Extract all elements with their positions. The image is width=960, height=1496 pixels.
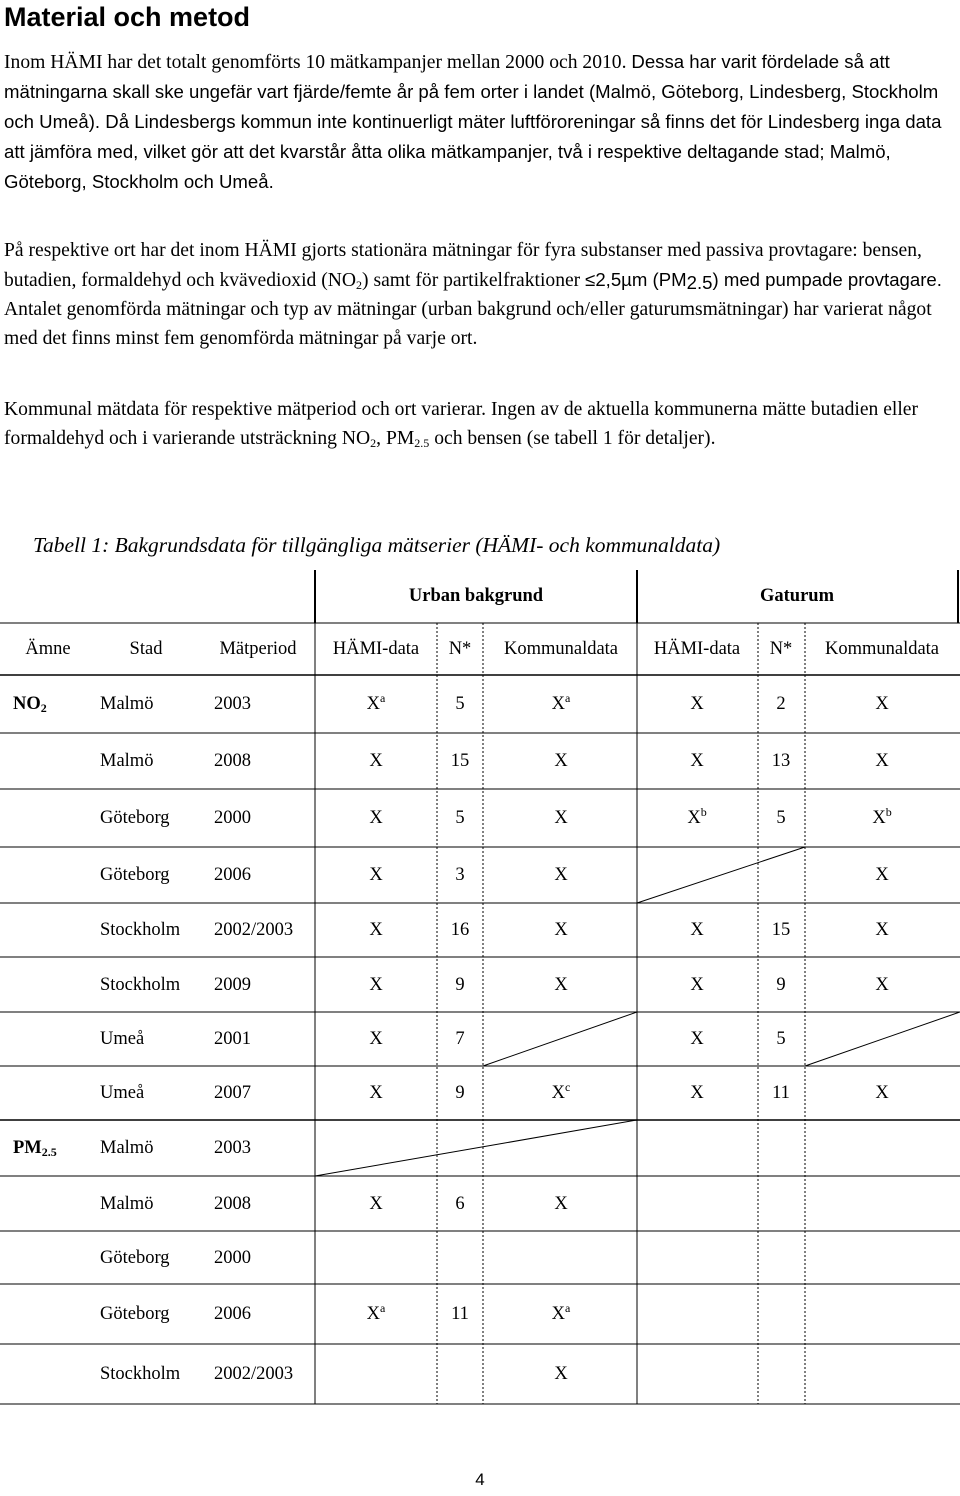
page-number: 4 bbox=[475, 1470, 485, 1489]
cell-period: 2008 bbox=[214, 751, 251, 771]
cell-urban-hami-value: X bbox=[369, 751, 383, 771]
data-table bbox=[0, 568, 960, 1420]
cell-gaturum-kommunal-value: X bbox=[875, 920, 889, 940]
cell-gaturum-n: 5 bbox=[776, 808, 786, 828]
cell-urban-kommunal-value: X bbox=[554, 751, 568, 771]
cell-period: 2006 bbox=[214, 865, 251, 885]
substance-pm25 bbox=[13, 1137, 57, 1159]
empty-cell-slash bbox=[805, 1012, 960, 1066]
cell-urban-n: 9 bbox=[455, 1083, 465, 1103]
empty-cell-slash bbox=[483, 1012, 637, 1066]
p2-e: Antalet genomförda mätningar och typ av mätningar (urban bakgrund och/eller gaturumsmätningar) har varierat något med det finns minst fem genomförda mätningar på varje ort. bbox=[4, 299, 932, 349]
cell-gaturum-hami-value: X bbox=[690, 1029, 704, 1049]
cell-period: 2000 bbox=[214, 1247, 251, 1268]
cell-gaturum-hami bbox=[690, 693, 703, 715]
column-header: HÄMI-data bbox=[653, 639, 741, 659]
cell-urban-hami bbox=[369, 1082, 382, 1104]
cell-gaturum-hami bbox=[687, 807, 706, 829]
cell-stad: Malmö bbox=[100, 694, 154, 714]
paragraph-1-serif: Inom HÄMI har det totalt genomförts 10 mätkampanjer mellan 2000 och 2010. bbox=[4, 52, 632, 73]
cell-gaturum-kommunal-value: X bbox=[875, 974, 889, 995]
cell-urban-kommunal-value: X bbox=[551, 1083, 566, 1103]
cell-gaturum-hami-value: X bbox=[687, 808, 701, 828]
cell-gaturum-n: 2 bbox=[776, 694, 786, 714]
cell-urban-n: 6 bbox=[455, 1193, 465, 1214]
cell-gaturum-kommunal-value: X bbox=[875, 694, 889, 714]
column-header: Kommunaldata bbox=[824, 639, 940, 659]
cell-gaturum-kommunal bbox=[875, 750, 888, 772]
cell-gaturum-kommunal-value: X bbox=[875, 1083, 889, 1103]
cell-gaturum-kommunal-value: X bbox=[875, 865, 889, 885]
cell-gaturum-kommunal bbox=[875, 693, 888, 715]
cell-stad: Göteborg bbox=[100, 808, 170, 828]
paragraph-1-sans: Dessa har varit fördelade så att mätningarna skall ske ungefär vart fjärde/femte år på fem orter i landet (Malmö, Göteborg, Lindesberg, Stockholm och Umeå). Då Lindesbergs kommun inte kontinuerligt mäter luftföroreningar så finns det för Lindesberg inga data att jämföra med, vilket gör att det kvarstår åtta olika mätkampanjer, två i respektive deltagande stad; Malmö, Göteborg, Stockholm och Umeå. bbox=[4, 51, 942, 192]
cell-gaturum-n: 9 bbox=[776, 974, 786, 995]
cell-urban-kommunal-footnote: a bbox=[565, 691, 571, 705]
cell-urban-hami bbox=[369, 1193, 382, 1215]
cell-urban-hami bbox=[369, 864, 382, 886]
column-header: HÄMI-data bbox=[332, 639, 420, 659]
cell-gaturum-kommunal bbox=[875, 919, 888, 941]
p3-b-sub: 2.5 bbox=[414, 436, 430, 450]
cell-stad: Stockholm bbox=[100, 974, 181, 995]
cell-gaturum-hami-footnote: b bbox=[700, 805, 707, 819]
paragraph-1 bbox=[4, 47, 954, 197]
cell-urban-kommunal-value: X bbox=[554, 1193, 568, 1214]
p2-c: ≤2,5µm (PM bbox=[585, 269, 687, 290]
cell-gaturum-kommunal bbox=[872, 807, 891, 829]
cell-urban-hami bbox=[369, 750, 382, 772]
cell-stad: Umeå bbox=[100, 1029, 145, 1049]
cell-period: 2000 bbox=[214, 808, 251, 828]
empty-cell-slash bbox=[637, 847, 805, 903]
section-heading: Material och metod bbox=[4, 2, 251, 32]
cell-urban-kommunal bbox=[554, 1193, 567, 1215]
substance-no2-sub: 2 bbox=[40, 701, 47, 715]
cell-urban-kommunal bbox=[552, 1303, 571, 1325]
cell-gaturum-hami-value: X bbox=[690, 920, 704, 940]
column-header: N* bbox=[448, 639, 472, 659]
cell-stad: Umeå bbox=[100, 1083, 145, 1103]
cell-urban-n: 15 bbox=[450, 751, 470, 771]
cell-urban-n: 11 bbox=[451, 1304, 469, 1324]
cell-urban-hami-value: X bbox=[369, 974, 383, 995]
p2-c-sub: 2.5 bbox=[686, 272, 713, 293]
cell-urban-kommunal bbox=[554, 750, 567, 772]
substance-no2-label: NO bbox=[13, 694, 41, 714]
empty-cell-slash bbox=[315, 1120, 637, 1176]
cell-stad: Göteborg bbox=[100, 1247, 170, 1268]
p3-a-sub: 2 bbox=[370, 436, 377, 450]
cell-period: 2006 bbox=[214, 1304, 251, 1324]
cell-urban-n: 5 bbox=[455, 694, 465, 714]
cell-stad: Malmö bbox=[100, 751, 154, 771]
cell-urban-kommunal-value: X bbox=[554, 1364, 568, 1384]
cell-urban-kommunal-footnote: a bbox=[565, 1301, 571, 1315]
column-header: Stad bbox=[129, 639, 163, 659]
cell-period: 2008 bbox=[214, 1193, 251, 1214]
cell-gaturum-hami bbox=[690, 974, 703, 996]
cell-gaturum-hami-value: X bbox=[690, 1083, 704, 1103]
substance-pm-label: PM bbox=[13, 1138, 42, 1158]
p3-a: Kommunal mätdata för respektive mätperiod och ort varierar. Ingen av de aktuella kommunerna mätte butadien eller formaldehyd och i varierande utsträckning NO bbox=[4, 399, 919, 449]
cell-urban-hami bbox=[369, 974, 382, 996]
cell-urban-hami bbox=[369, 1028, 382, 1050]
cell-urban-n: 3 bbox=[455, 865, 465, 885]
cell-urban-kommunal-value: X bbox=[551, 694, 566, 714]
paragraph-3 bbox=[4, 395, 954, 453]
p2-a-sub: 2 bbox=[356, 278, 363, 292]
cell-urban-hami-value: X bbox=[366, 1304, 381, 1324]
cell-urban-hami-value: X bbox=[369, 808, 383, 828]
column-header: N* bbox=[769, 639, 793, 659]
cell-urban-hami-footnote: a bbox=[380, 1301, 386, 1315]
cell-urban-kommunal-value: X bbox=[554, 865, 568, 885]
cell-urban-hami-value: X bbox=[369, 865, 383, 885]
cell-period: 2009 bbox=[214, 974, 251, 995]
cell-gaturum-kommunal bbox=[875, 974, 888, 996]
cell-stad: Malmö bbox=[100, 1193, 154, 1214]
cell-period: 2003 bbox=[214, 694, 251, 714]
cell-period: 2007 bbox=[214, 1083, 251, 1103]
substance-pm-sub: 2.5 bbox=[41, 1145, 57, 1159]
cell-urban-n: 7 bbox=[455, 1029, 465, 1049]
cell-urban-hami-value: X bbox=[369, 920, 383, 940]
cell-urban-hami-value: X bbox=[369, 1083, 383, 1103]
cell-urban-kommunal bbox=[552, 693, 571, 715]
p2-b: ) samt för partikelfraktioner bbox=[362, 270, 586, 291]
cell-gaturum-hami-value: X bbox=[690, 751, 704, 771]
group-header: Urban bakgrund bbox=[408, 586, 544, 606]
cell-urban-kommunal bbox=[554, 807, 567, 829]
cell-stad: Stockholm bbox=[100, 920, 181, 940]
cell-gaturum-hami bbox=[690, 919, 703, 941]
cell-gaturum-kommunal bbox=[875, 864, 888, 886]
cell-urban-kommunal-footnote: c bbox=[565, 1080, 571, 1094]
cell-gaturum-kommunal bbox=[875, 1082, 888, 1104]
cell-gaturum-kommunal-value: X bbox=[875, 751, 889, 771]
p3-b: , PM bbox=[376, 428, 415, 449]
cell-gaturum-hami bbox=[690, 1028, 703, 1050]
group-header: Gaturum bbox=[760, 586, 834, 606]
cell-gaturum-hami-value: X bbox=[690, 974, 704, 995]
cell-period: 2003 bbox=[214, 1138, 251, 1158]
cell-period: 2001 bbox=[214, 1029, 251, 1049]
cell-urban-n: 16 bbox=[450, 920, 470, 940]
cell-urban-hami bbox=[369, 919, 382, 941]
substance-no2 bbox=[13, 693, 47, 715]
cell-urban-kommunal-value: X bbox=[554, 974, 568, 995]
cell-urban-kommunal bbox=[554, 864, 567, 886]
cell-gaturum-n: 13 bbox=[771, 751, 791, 771]
cell-gaturum-n: 5 bbox=[776, 1029, 786, 1049]
table-caption: Tabell 1: Bakgrundsdata för tillgängliga mätserier (HÄMI- och kommunaldata) bbox=[33, 533, 721, 557]
cell-urban-n: 5 bbox=[455, 808, 465, 828]
p3-c: och bensen (se tabell 1 för detaljer). bbox=[429, 428, 716, 449]
cell-gaturum-n: 15 bbox=[771, 920, 791, 940]
cell-urban-hami bbox=[369, 807, 382, 829]
cell-stad: Göteborg bbox=[100, 1304, 170, 1324]
cell-urban-kommunal-value: X bbox=[554, 808, 568, 828]
cell-urban-kommunal bbox=[554, 1363, 567, 1385]
column-header: Kommunaldata bbox=[503, 639, 619, 659]
cell-stad: Malmö bbox=[100, 1138, 154, 1158]
cell-gaturum-hami-value: X bbox=[690, 694, 704, 714]
column-header: Mätperiod bbox=[219, 639, 297, 659]
cell-urban-kommunal bbox=[554, 919, 567, 941]
cell-period: 2002/2003 bbox=[214, 920, 294, 940]
cell-urban-hami-value: X bbox=[369, 1193, 383, 1214]
cell-urban-hami-footnote: a bbox=[380, 691, 386, 705]
cell-stad: Stockholm bbox=[100, 1364, 181, 1384]
cell-urban-kommunal-value: X bbox=[551, 1304, 566, 1324]
cell-gaturum-n: 11 bbox=[772, 1083, 790, 1103]
cell-stad: Göteborg bbox=[100, 865, 170, 885]
cell-period: 2002/2003 bbox=[214, 1364, 294, 1384]
cell-gaturum-hami bbox=[690, 1082, 703, 1104]
cell-urban-hami bbox=[367, 1303, 386, 1325]
cell-urban-hami-value: X bbox=[366, 694, 381, 714]
cell-gaturum-kommunal-value: X bbox=[872, 808, 886, 828]
cell-urban-kommunal-value: X bbox=[554, 920, 568, 940]
paragraph-2 bbox=[4, 236, 954, 353]
p2-d: ) med pumpade provtagare. bbox=[712, 269, 942, 290]
cell-urban-kommunal bbox=[554, 974, 567, 996]
cell-gaturum-kommunal-footnote: b bbox=[885, 805, 892, 819]
p2-a: På respektive ort har det inom HÄMI gjorts stationära mätningar för fyra substanser med passiva provtagare: bensen, butadien, formaldehyd och kvävedioxid (NO bbox=[4, 240, 922, 291]
cell-urban-n: 9 bbox=[455, 974, 465, 995]
column-header: Ämne bbox=[25, 639, 71, 659]
cell-urban-hami bbox=[367, 693, 386, 715]
cell-urban-hami-value: X bbox=[369, 1029, 383, 1049]
cell-gaturum-hami bbox=[690, 750, 703, 772]
cell-urban-kommunal bbox=[552, 1082, 571, 1104]
